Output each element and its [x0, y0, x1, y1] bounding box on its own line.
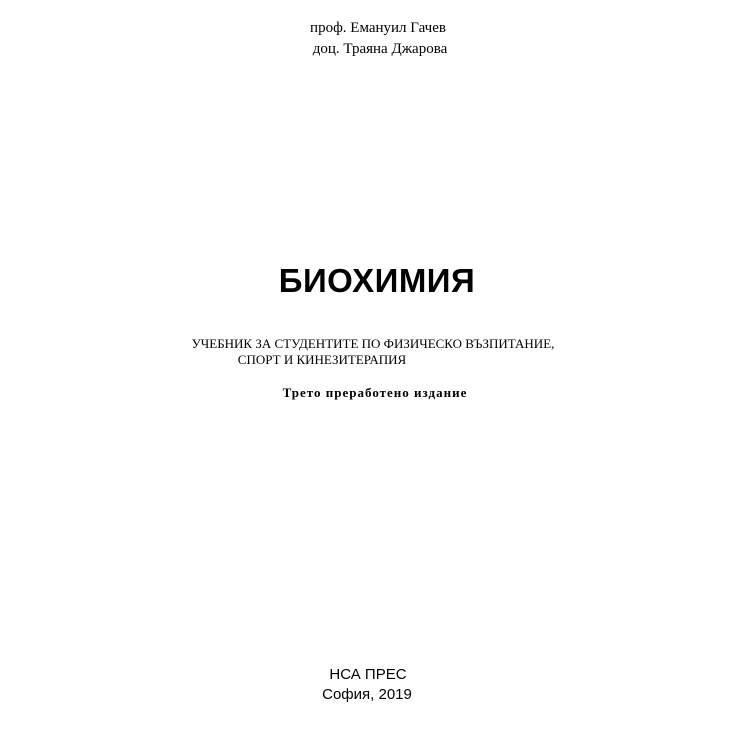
subtitle-line-1: УЧЕБНИК ЗА СТУДЕНТИТЕ ПО ФИЗИЧЕСКО ВЪЗПИТАНИЕ,: [191, 336, 555, 351]
publisher-place-year: София, 2019: [322, 686, 412, 703]
author-1: проф. Емануил Гачев: [310, 20, 446, 36]
author-2: доц. Траяна Джарова: [312, 41, 448, 57]
book-title: БИОХИМИЯ: [278, 262, 476, 299]
subtitle-line-2: СПОРТ И КИНЕЗИТЕРАПИЯ: [237, 352, 407, 367]
publisher-name: НСА ПРЕС: [329, 666, 407, 683]
edition-note: Трето преработено издание: [282, 385, 468, 400]
